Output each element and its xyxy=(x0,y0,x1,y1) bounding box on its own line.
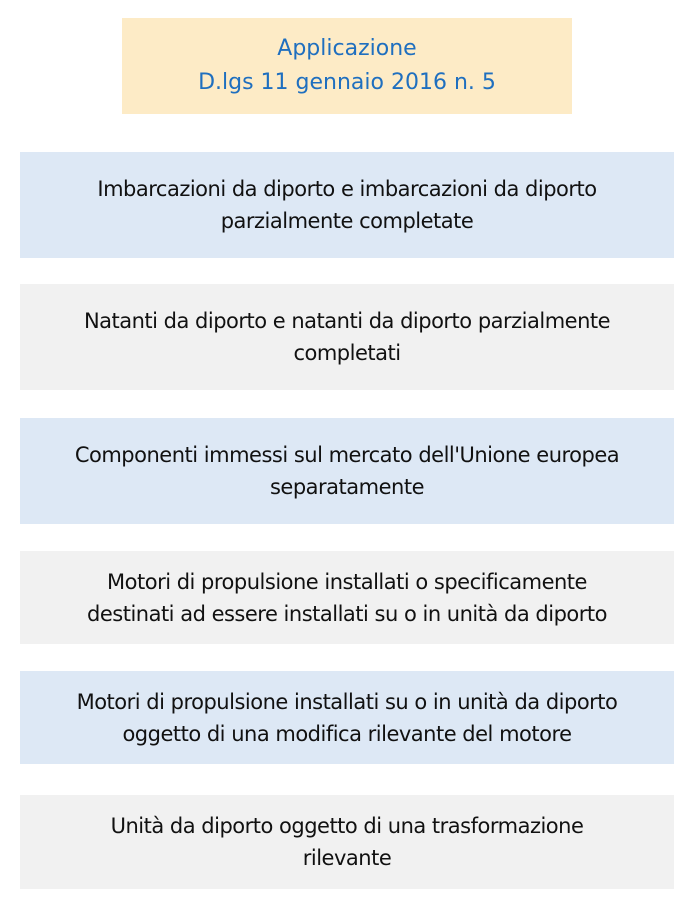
category-text-line-1: Unità da diporto oggetto di una trasformazione xyxy=(110,814,584,838)
category-box-imbarcazioni xyxy=(20,152,674,258)
category-box-componenti xyxy=(20,418,674,524)
category-text-line-2: completati xyxy=(293,341,401,365)
category-box-motori-installati xyxy=(20,551,674,644)
category-text-line-1: Componenti immessi sul mercato dell'Unione europea xyxy=(74,443,620,467)
category-text-line-1: Motori di propulsione installati o specificamente xyxy=(107,569,587,594)
title-box xyxy=(122,18,572,114)
category-text-line-1: Imbarcazioni da diporto e imbarcazioni da diporto xyxy=(97,177,597,201)
category-text-line-1: Motori di propulsione installati su o in unità da diporto xyxy=(76,689,618,714)
category-text-line-2: parzialmente completate xyxy=(220,209,474,233)
title-line-1: Applicazione xyxy=(277,36,417,61)
category-text-line-2: rilevante xyxy=(302,846,392,870)
title-line-2: D.lgs 11 gennaio 2016 n. 5 xyxy=(198,70,496,95)
category-text-line-2: separatamente xyxy=(269,475,424,499)
category-text-line-2: oggetto di una modifica rilevante del motore xyxy=(122,721,572,746)
category-box-natanti xyxy=(20,284,674,390)
category-box-trasformazione xyxy=(20,795,674,889)
category-text-line-1: Natanti da diporto e natanti da diporto parzialmente xyxy=(83,309,611,333)
category-box-motori-modificati xyxy=(20,671,674,764)
category-text-line-2: destinati ad essere installati su o in unità da diporto xyxy=(87,601,607,626)
